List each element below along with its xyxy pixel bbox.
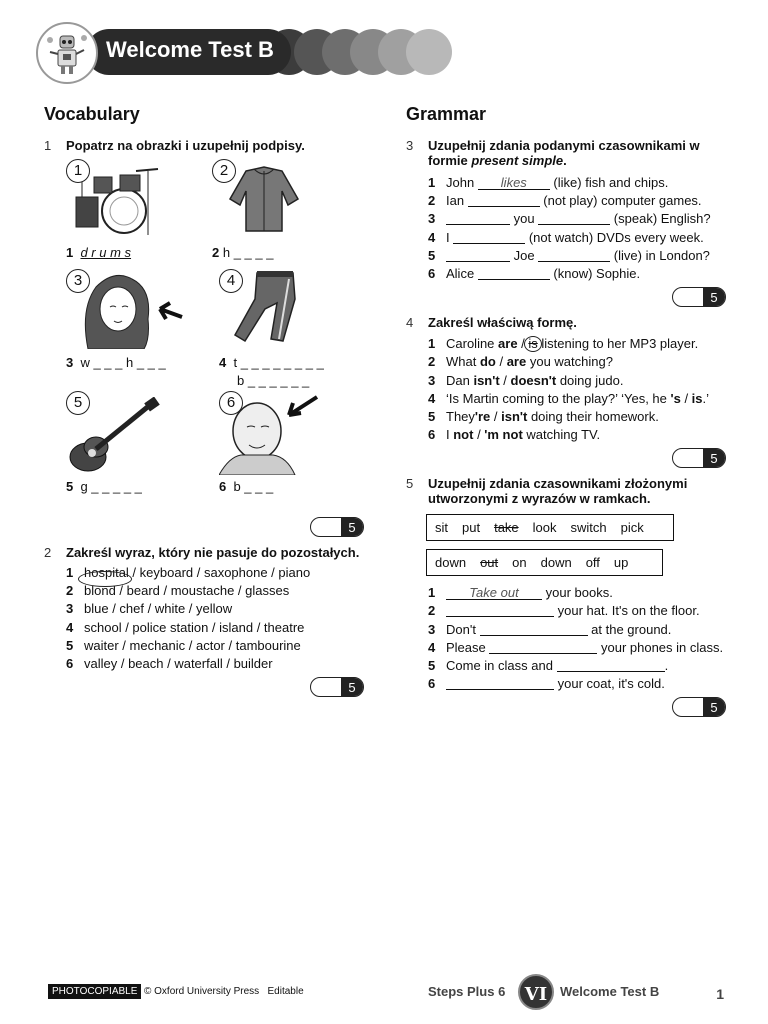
list-item: 4 ‘Is Martin coming to the play?’ ‘Yes, he 's / is.’ (428, 390, 710, 406)
task-number: 2 (44, 545, 52, 560)
answer-blank[interactable] (468, 194, 540, 207)
grade-badge: VI dla klasy (518, 974, 554, 1010)
score-box: 5 (406, 697, 726, 717)
list-item: 6 I not / 'm not watching TV. (428, 427, 601, 443)
header-banner (36, 22, 406, 84)
task-4 (406, 315, 726, 468)
picture-number: 4 (219, 269, 243, 293)
word-box-verbs: sit put take look switch pick (426, 514, 674, 541)
list-item: 1 hospital / keyboard / saxophone / piano (66, 564, 364, 582)
list-item: 4 Please your phones in class. (428, 639, 724, 655)
list-item: 5 waiter / mechanic / actor / tambourine (66, 637, 301, 653)
list-item: 5 Joe (live) in London? (428, 247, 710, 263)
answer-blank[interactable] (557, 659, 665, 672)
list-item: 2 your hat. It's on the floor. (428, 603, 700, 619)
list-item: 2 Ian (not play) computer games. (428, 193, 702, 209)
photocopiable-label: PHOTOCOPIABLE (48, 984, 141, 999)
list-item: 3 blue / chef / white / yellow (66, 601, 233, 617)
grammar-column (406, 104, 726, 725)
list-item: 6 Alice (know) Sophie. (428, 265, 641, 281)
list-item: 1 Take out your books. (428, 585, 613, 601)
page-title: Welcome Test B (106, 37, 274, 62)
score-box: 5 (406, 448, 726, 468)
picture-number: 5 (66, 391, 90, 415)
task-instruction: Popatrz na obrazki i uzupełnij podpisy. (66, 138, 305, 153)
picture-number: 6 (219, 391, 243, 415)
answer-blank[interactable] (446, 212, 510, 225)
task-number: 5 (406, 476, 414, 492)
word-box-particles: down out on down off up (426, 549, 663, 576)
task-instruction: Zakreśl wyraz, który nie pasuje do pozostałych. (66, 545, 360, 560)
list-item: 3 you (speak) English? (428, 211, 711, 227)
answer-blank[interactable] (446, 604, 554, 617)
answer-blank[interactable] (489, 641, 597, 654)
picture-number: 3 (66, 269, 90, 293)
task-number: 1 (44, 138, 52, 153)
answer-blank[interactable] (446, 249, 510, 262)
series-name: Steps Plus 6 (428, 984, 506, 999)
example-answer: likes (478, 176, 550, 190)
example-answer: Take out (446, 586, 542, 600)
list-item: 1 Caroline are / is listening to her MP3 player. (428, 336, 699, 352)
task-1 (44, 138, 364, 537)
picture-number: 1 (66, 159, 90, 183)
picture-caption: 6 b _ _ _ (219, 479, 274, 494)
task-instruction: Uzupełnij zdania czasownikami złożonymi utworzonymi z wyrazów w ramkach. (428, 476, 688, 507)
task-3 (406, 138, 726, 307)
jacket-icon (224, 165, 304, 235)
item-list (428, 335, 726, 444)
list-item: 5 Come in class and . (428, 658, 669, 673)
item-list (428, 584, 726, 693)
grammar-heading: Grammar (406, 104, 487, 124)
vocabulary-column (44, 104, 364, 705)
list-item: 2 What do / are you watching? (428, 354, 613, 370)
word-boxes (426, 506, 726, 576)
item-list (66, 564, 364, 673)
picture-grid (66, 159, 346, 499)
picture-caption: 2 h _ _ _ _ (212, 245, 274, 260)
task-number: 4 (406, 315, 414, 331)
copyright-text: © Oxford University Press Editable (144, 986, 304, 997)
list-item: 5 They're / isn't doing their homework. (428, 408, 659, 424)
score-box: 5 (44, 517, 364, 537)
list-item: 3 Don't at the ground. (428, 621, 672, 637)
answer-blank[interactable] (538, 249, 610, 262)
task-5 (406, 476, 726, 717)
task-2 (44, 545, 364, 697)
task-number: 3 (406, 138, 414, 153)
answer-blank[interactable] (478, 267, 550, 280)
answer-blank[interactable] (446, 677, 554, 690)
list-item: 1 John likes (like) fish and chips. (428, 175, 669, 190)
picture-caption-line-2: b _ _ _ _ _ _ (237, 373, 310, 388)
score-box: 5 (406, 287, 726, 307)
task-instruction: Zakreśl właściwą formę. (428, 315, 577, 331)
list-item: 6 valley / beach / waterfall / builder (66, 655, 273, 671)
answer-blank[interactable] (538, 212, 610, 225)
page-number: 1 (716, 986, 724, 1002)
list-item: 2 blond / beard / moustache / glasses (66, 583, 290, 599)
list-item: 6 your coat, it's cold. (428, 676, 665, 692)
circled-answer-mark (78, 571, 132, 587)
picture-caption: 1 d r u m s (66, 245, 132, 260)
vocabulary-heading: Vocabulary (44, 104, 140, 124)
list-item: 4 school / police station / island / theatre (66, 619, 305, 635)
robot-logo-icon (36, 22, 98, 84)
answer-blank[interactable] (453, 231, 525, 244)
answer-blank[interactable] (480, 623, 588, 636)
picture-caption: 4 t _ _ _ _ _ _ _ _ (219, 355, 324, 370)
picture-number: 2 (212, 159, 236, 183)
picture-caption: 3 w _ _ _ h _ _ _ (66, 355, 166, 370)
test-name: Welcome Test B (560, 984, 660, 999)
item-list (428, 174, 726, 283)
score-box: 5 (44, 677, 364, 697)
wavy-hair-icon (78, 269, 188, 349)
task-instruction: Uzupełnij zdania podanymi czasownikami w formie present simple. (428, 138, 700, 168)
footer (48, 965, 724, 1008)
list-item: 4 I (not watch) DVDs every week. (428, 229, 704, 245)
picture-caption: 5 g _ _ _ _ _ (66, 479, 142, 494)
list-item: 3 Dan isn't / doesn't doing judo. (428, 372, 624, 388)
